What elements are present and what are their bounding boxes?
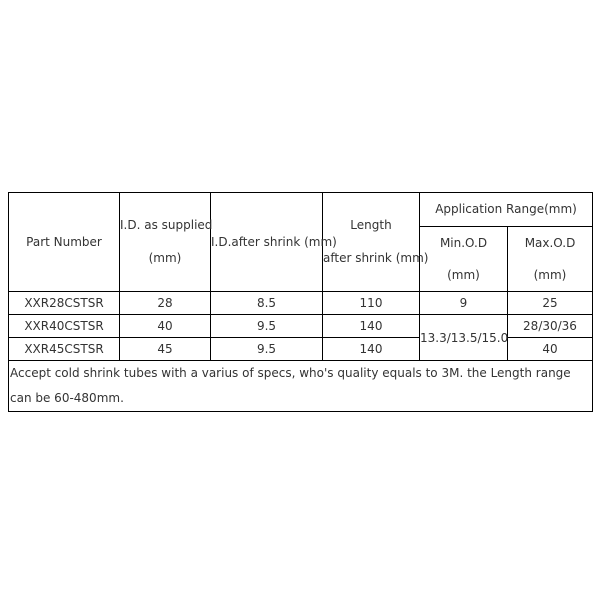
header-length-unit: after shrink (mm) (323, 251, 429, 265)
header-application-range (420, 193, 593, 227)
cell-min-od: 9 (420, 292, 508, 315)
table-row (9, 292, 593, 315)
header-part-number-label: Part Number (26, 234, 102, 249)
cell-part-number: XXR45CSTSR (9, 338, 120, 361)
header-id-supplied-label: I.D. as supplied (120, 218, 213, 232)
cell-id-supplied: 40 (120, 315, 211, 338)
cell-max-od: 28/30/36 (508, 315, 593, 338)
note-text: Accept cold shrink tubes with a varius of specs, who's quality equals to 3M. the Length range can be 60-480mm. (9, 361, 593, 412)
header-max-od-unit: (mm) (533, 268, 567, 282)
header-length-label: Length (350, 218, 392, 232)
header-max-od-label: Max.O.D (524, 236, 576, 250)
header-length (323, 193, 429, 292)
cell-min-od: 13.3/13.5/15.0 (420, 315, 508, 361)
note-row (9, 361, 593, 412)
table-row (9, 315, 593, 338)
header-min-od-unit: (mm) (447, 268, 480, 282)
cell-max-od: 25 (508, 292, 593, 315)
header-row (9, 193, 593, 227)
header-max-od (508, 227, 593, 292)
header-id-supplied (120, 193, 211, 292)
cell-length: 140 (323, 315, 420, 338)
cell-id-supplied: 45 (120, 338, 211, 361)
cell-id-after-shrink: 8.5 (211, 292, 323, 315)
header-min-od (420, 227, 508, 292)
cell-part-number: XXR28CSTSR (9, 292, 120, 315)
cell-id-supplied: 28 (120, 292, 211, 315)
cell-part-number: XXR40CSTSR (9, 315, 120, 338)
header-id-after-shrink (211, 193, 337, 292)
header-min-od-label: Min.O.D (439, 236, 488, 250)
cell-id-after-shrink: 9.5 (211, 338, 323, 361)
cell-max-od: 40 (508, 338, 593, 361)
header-id-supplied-unit: (mm) (148, 251, 182, 265)
spec-table (8, 192, 593, 412)
cell-length: 110 (323, 292, 420, 315)
header-part-number (9, 193, 120, 292)
cell-length: 140 (323, 338, 420, 361)
header-id-after-shrink-label: I.D.after shrink (mm) (211, 234, 337, 249)
cell-id-after-shrink: 9.5 (211, 315, 323, 338)
header-application-range-label: Application Range(mm) (435, 202, 577, 216)
